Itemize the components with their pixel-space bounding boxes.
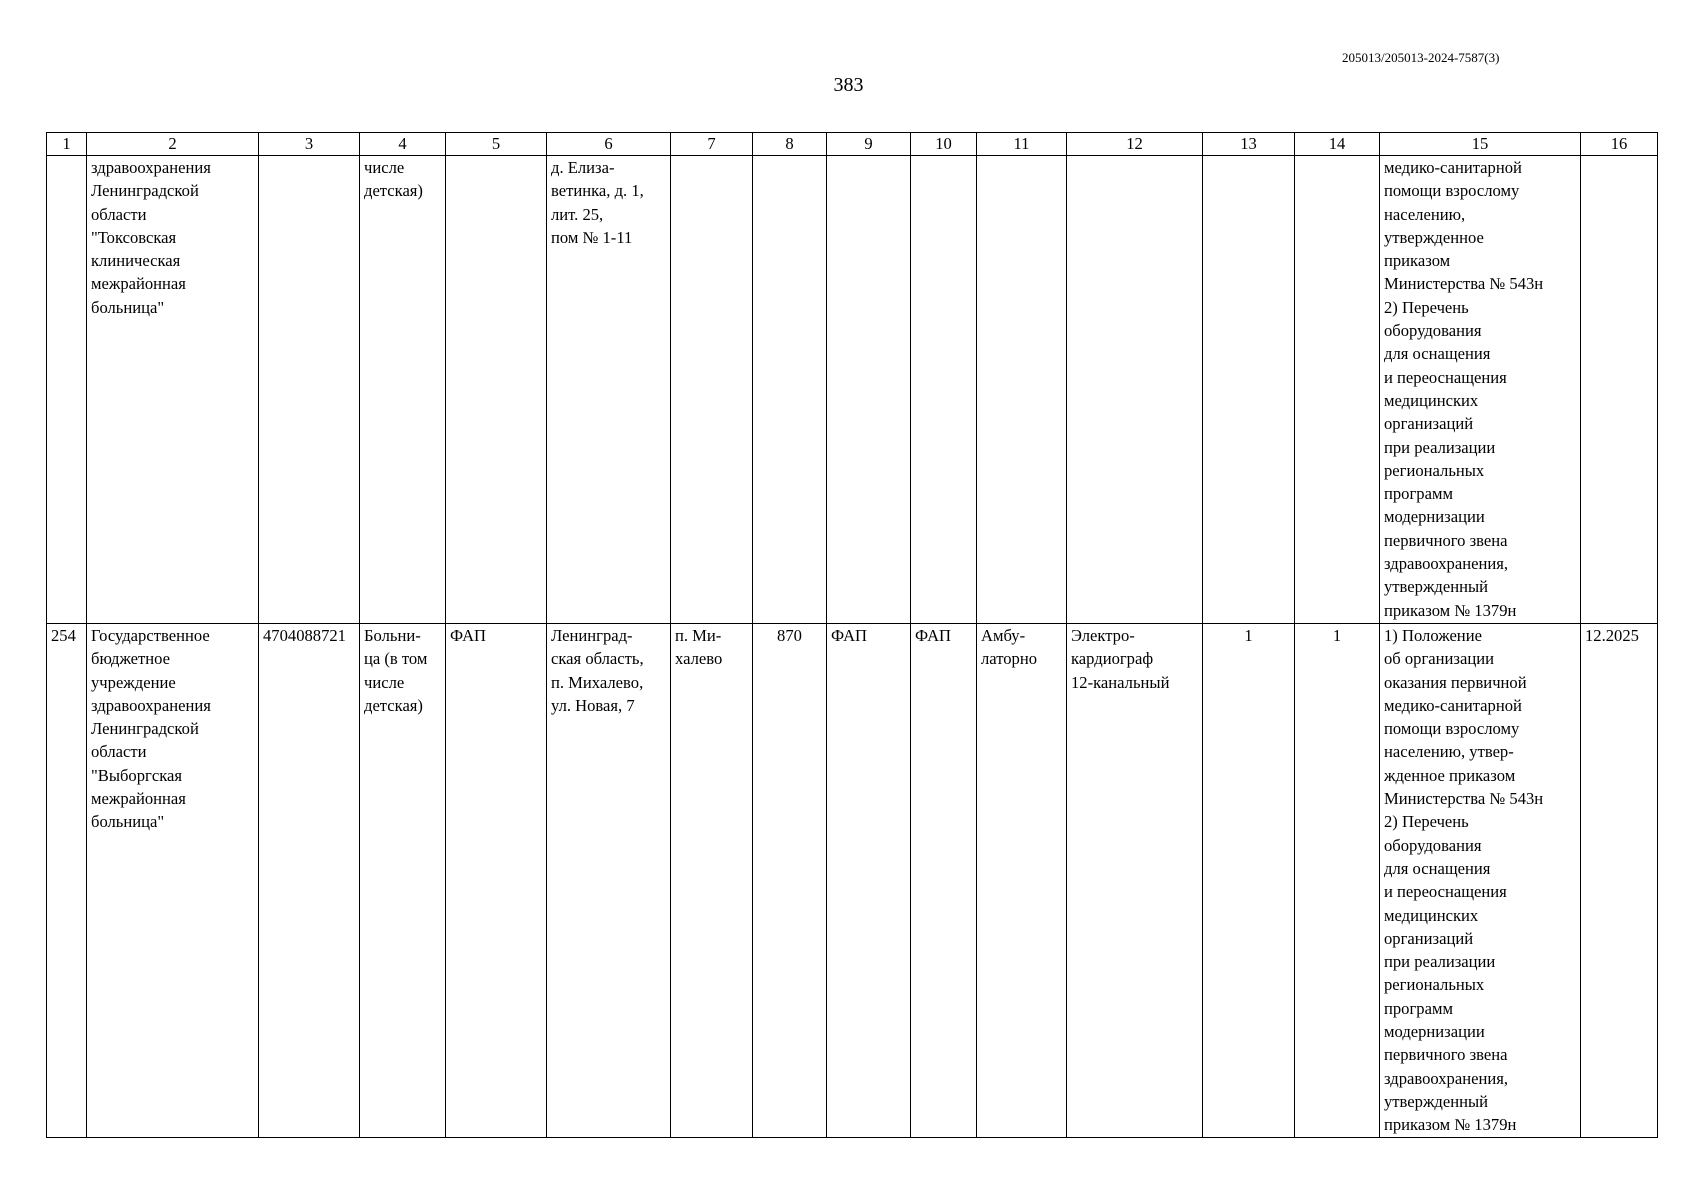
text-line: учреждение: [91, 672, 176, 692]
text-line: населению, утвер-: [1384, 742, 1514, 762]
text-line: 1) Положение: [1384, 626, 1482, 645]
cell-row-number: 254: [47, 624, 87, 1138]
text-line: халево: [675, 649, 723, 669]
text-line: при реализации: [1384, 437, 1496, 457]
text-line: оказания первичной: [1384, 672, 1527, 692]
cell-empty: [259, 156, 360, 624]
column-number: 16: [1581, 133, 1658, 156]
cell-settlement: [671, 624, 753, 1138]
cell-address: [547, 156, 671, 624]
text-line: здравоохранения,: [1384, 1068, 1509, 1088]
cell-institution: [87, 624, 259, 1138]
cell-address: [547, 624, 671, 1138]
text-line: утвержденный: [1384, 1091, 1489, 1111]
cell-quantity: 1: [1203, 624, 1295, 1138]
column-number: 4: [360, 133, 446, 156]
text-line: жденное приказом: [1384, 765, 1516, 785]
cell-empty: [753, 156, 827, 624]
text-line: медицинских: [1384, 390, 1479, 410]
text-line: Ленинград-: [551, 626, 633, 645]
cell-care-conditions: [977, 624, 1067, 1138]
text-line: населению,: [1384, 204, 1466, 224]
text-line: для оснащения: [1384, 344, 1491, 364]
text-line: для оснащения: [1384, 858, 1491, 878]
text-line: первичного звена: [1384, 530, 1508, 550]
text-line: межрайонная: [91, 789, 186, 809]
text-line: и переоснащения: [1384, 882, 1507, 902]
text-line: помощи взрослому: [1384, 181, 1520, 201]
column-number: 8: [753, 133, 827, 156]
column-number: 2: [87, 133, 259, 156]
text-line: пом № 1-11: [551, 227, 633, 247]
column-number: 9: [827, 133, 911, 156]
text-line: п. Ми-: [675, 626, 722, 645]
text-line: региональных: [1384, 975, 1485, 995]
text-line: ветинка, д. 1,: [551, 181, 644, 201]
text-line: латорно: [981, 649, 1038, 669]
text-line: об организации: [1384, 649, 1494, 669]
cell-quantity-2: 1: [1295, 624, 1380, 1138]
column-number: 1: [47, 133, 87, 156]
cell-facility-type: [360, 156, 446, 624]
text-line: приказом № 1379н: [1384, 1115, 1517, 1135]
column-number: 10: [911, 133, 977, 156]
text-line: ца (в том: [364, 649, 428, 669]
text-line: лит. 25,: [551, 204, 604, 224]
text-line: Министерства № 543н: [1384, 274, 1544, 294]
cell-unit-type: ФАП: [446, 624, 547, 1138]
cell-inn: 4704088721: [259, 624, 360, 1138]
text-line: программ: [1384, 998, 1453, 1018]
cell-empty: [1295, 156, 1380, 624]
text-line: п. Михалево,: [551, 672, 644, 692]
text-line: здравоохранения: [91, 158, 211, 177]
cell-empty: [671, 156, 753, 624]
text-line: Ленинградской: [91, 181, 199, 201]
cell-deadline: 12.2025: [1581, 624, 1658, 1138]
text-line: Больни-: [364, 626, 421, 645]
text-line: области: [91, 742, 147, 762]
text-line: детская): [364, 181, 423, 201]
column-number: 7: [671, 133, 753, 156]
text-line: здравоохранения,: [1384, 554, 1509, 574]
cell-empty: [911, 156, 977, 624]
text-line: модернизации: [1384, 1022, 1485, 1042]
cell-empty: [1203, 156, 1295, 624]
text-line: числе: [364, 158, 405, 177]
text-line: региональных: [1384, 460, 1485, 480]
text-line: организаций: [1384, 928, 1474, 948]
text-line: приказом: [1384, 251, 1451, 271]
text-line: Министерства № 543н: [1384, 789, 1544, 809]
text-line: "Выборгская: [91, 765, 183, 785]
column-number: 11: [977, 133, 1067, 156]
table-row-continuation: [47, 156, 1658, 624]
text-line: ул. Новая, 7: [551, 695, 635, 715]
text-line: помощи взрослому: [1384, 719, 1520, 739]
column-number: 12: [1067, 133, 1203, 156]
data-table: [46, 132, 1658, 1138]
cell-unit-type-3: ФАП: [911, 624, 977, 1138]
text-line: детская): [364, 695, 423, 715]
page-number: 383: [833, 74, 864, 96]
column-number: 6: [547, 133, 671, 156]
cell-population: 870: [753, 624, 827, 1138]
text-line: первичного звена: [1384, 1045, 1508, 1065]
cell-empty: [977, 156, 1067, 624]
text-line: клиническая: [91, 251, 181, 271]
text-line: области: [91, 204, 147, 224]
text-line: программ: [1384, 484, 1453, 504]
column-number: 14: [1295, 133, 1380, 156]
cell-institution: [87, 156, 259, 624]
text-line: кардиограф: [1071, 649, 1154, 669]
text-line: утвержденный: [1384, 577, 1489, 597]
text-line: приказом № 1379н: [1384, 600, 1517, 620]
column-number: 3: [259, 133, 360, 156]
text-line: и переоснащения: [1384, 367, 1507, 387]
cell-empty: [1067, 156, 1203, 624]
cell-facility-type: [360, 624, 446, 1138]
text-line: модернизации: [1384, 507, 1485, 527]
text-line: Ленинградской: [91, 719, 199, 739]
text-line: при реализации: [1384, 952, 1496, 972]
text-line: медицинских: [1384, 905, 1479, 925]
cell-empty: [446, 156, 547, 624]
text-line: Государственное: [91, 626, 210, 645]
text-line: медико-санитарной: [1384, 695, 1522, 715]
cell-empty: [47, 156, 87, 624]
document-id: 205013/205013-2024-7587(3): [1342, 50, 1500, 65]
cell-unit-type-2: ФАП: [827, 624, 911, 1138]
text-line: оборудования: [1384, 321, 1482, 341]
text-line: медико-санитарной: [1384, 158, 1522, 177]
text-line: бюджетное: [91, 649, 171, 669]
text-line: 2) Перечень: [1384, 812, 1469, 832]
text-line: "Токсовская: [91, 227, 177, 247]
text-line: здравоохранения: [91, 695, 211, 715]
text-line: организаций: [1384, 414, 1474, 434]
text-line: больница": [91, 297, 165, 317]
text-line: больница": [91, 812, 165, 832]
cell-empty: [827, 156, 911, 624]
column-number-row: [47, 133, 1658, 156]
table-row-254: [47, 624, 1658, 1138]
text-line: д. Елиза-: [551, 158, 615, 177]
column-number: 5: [446, 133, 547, 156]
text-line: числе: [364, 672, 405, 692]
cell-regulations: [1380, 156, 1581, 624]
cell-equipment: [1067, 624, 1203, 1138]
text-line: 12-канальный: [1071, 672, 1170, 692]
text-line: утвержденное: [1384, 227, 1484, 247]
text-line: ская область,: [551, 649, 644, 669]
cell-regulations: [1380, 624, 1581, 1138]
cell-empty: [1581, 156, 1658, 624]
column-number: 13: [1203, 133, 1295, 156]
text-line: межрайонная: [91, 274, 186, 294]
text-line: Электро-: [1071, 626, 1135, 645]
column-number: 15: [1380, 133, 1581, 156]
text-line: Амбу-: [981, 626, 1026, 645]
text-line: оборудования: [1384, 835, 1482, 855]
text-line: 2) Перечень: [1384, 297, 1469, 317]
